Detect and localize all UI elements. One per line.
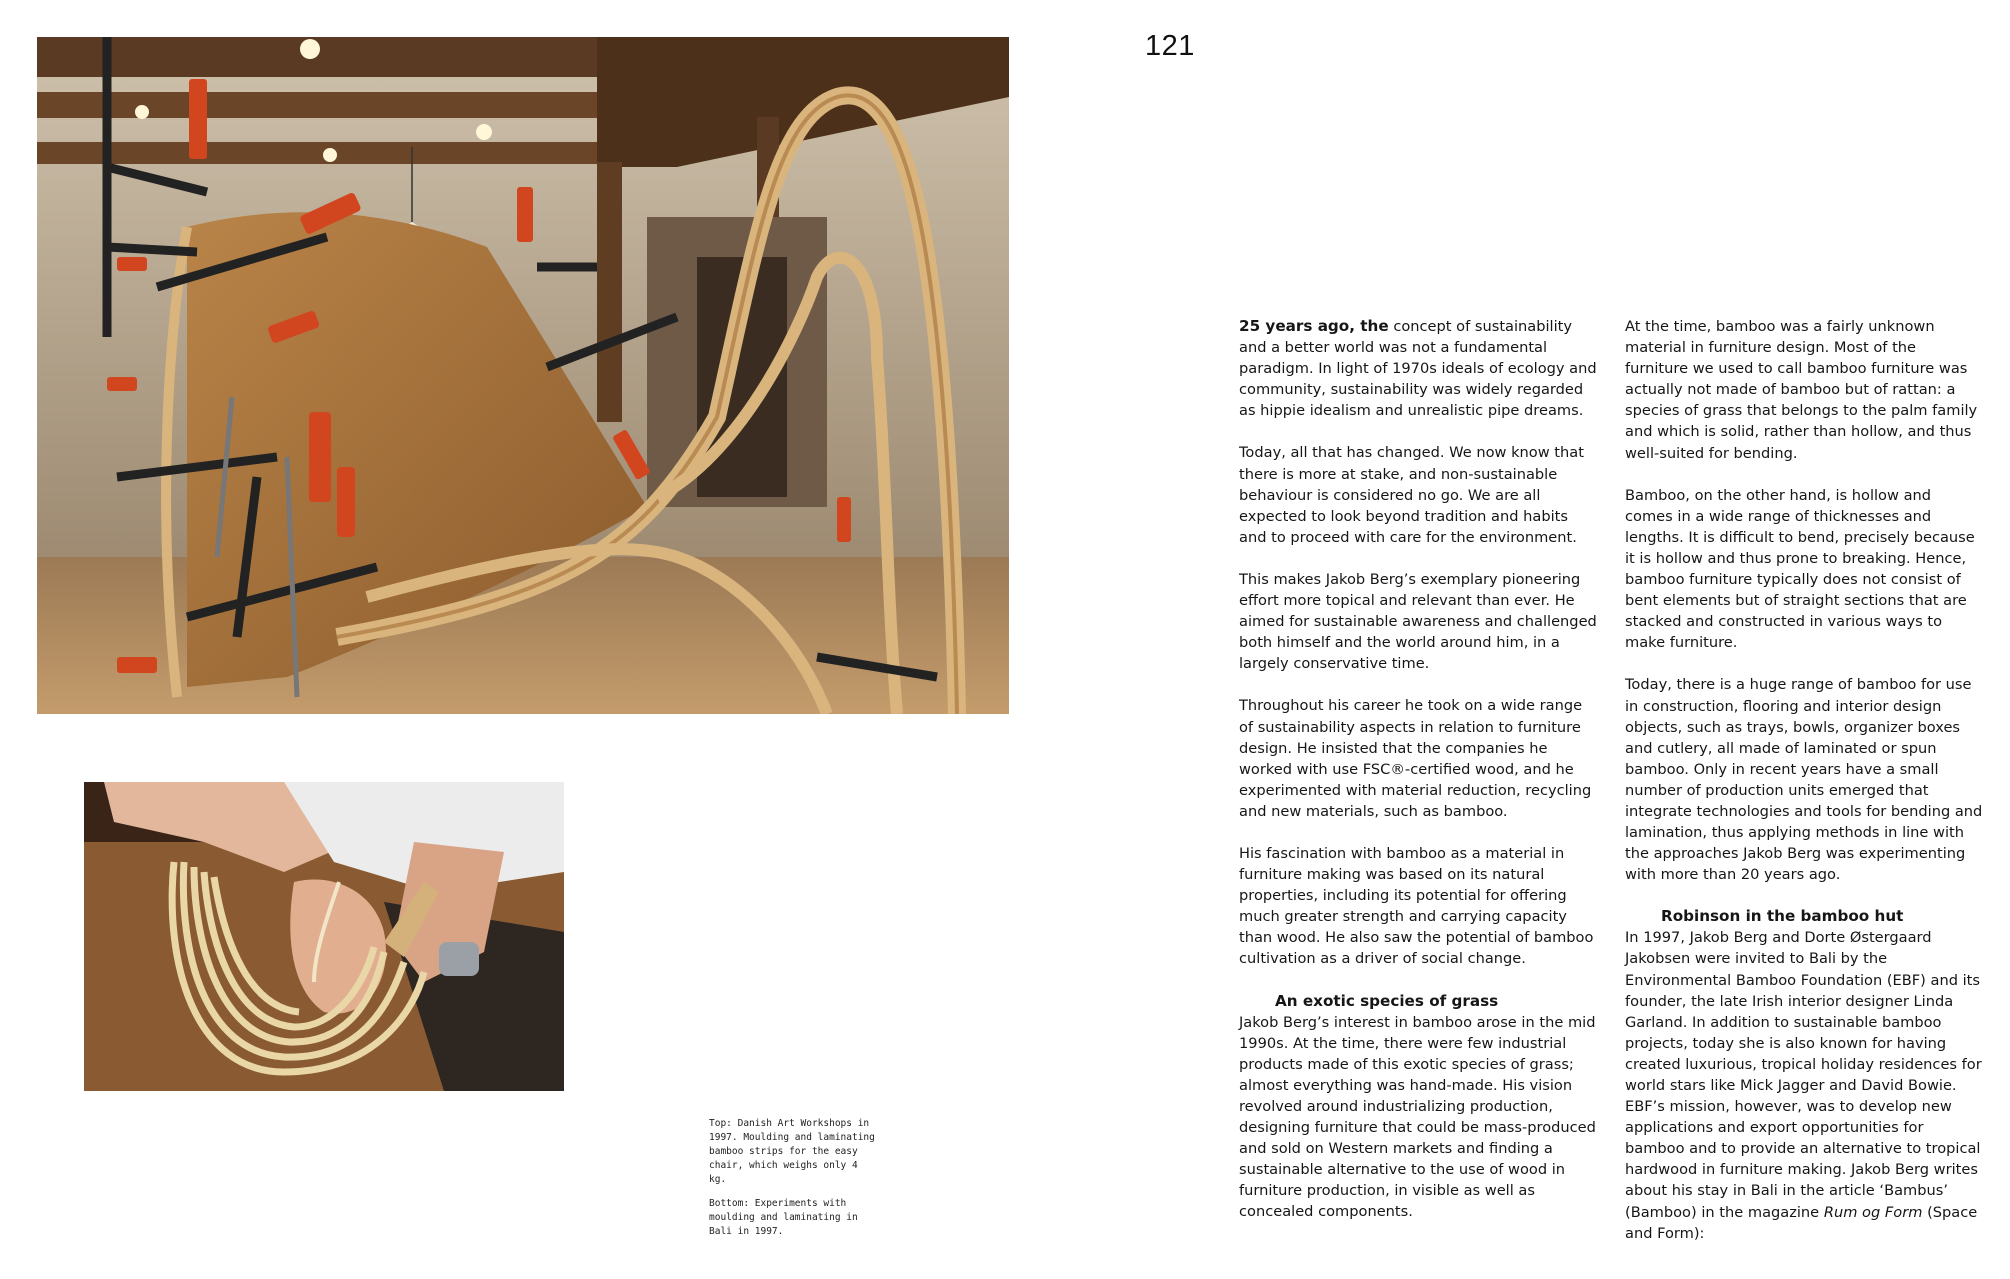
article-column-1 — [1239, 316, 1597, 1243]
paragraph — [1625, 927, 1983, 1243]
workshop-photo — [37, 37, 1009, 714]
paragraph: Throughout his career he took on a wide range of sustainability aspects in relation to furniture design. He insisted that the companies he worked with use FSC®-certified wood, and he experimented with material reduction, recycling and new materials, such as bamboo. — [1239, 697, 1592, 820]
bamboo-laminating-graphic — [84, 782, 564, 1091]
paragraph: Bamboo, on the other hand, is hollow and comes in a wide range of thicknesses and lengths. It is difficult to bend, precisely because it is hollow and thus prone to breaking. Hence, bamboo furniture typically does not consist of bent elements but of straight sections that are stacked and constructed in various ways to make furniture. — [1625, 486, 1975, 652]
paragraph: His fascination with bamboo as a material in furniture making was based on its natural properties, including its potential for offering much greater strength and carrying capacity than wood. He also saw the potential of bamboo cultivation as a driver of social change. — [1239, 844, 1594, 968]
caption-top: Top: Danish Art Workshops in 1997. Moulding and laminating bamboo strips for the easy chair, which weighs only 4 kg. — [709, 1118, 875, 1185]
paragraph: At the time, bamboo was a fairly unknown material in furniture design. Most of the furniture we used to call bamboo furniture was actually not made of bamboo but of rattan: a species of grass that belongs to the palm family and which is solid, rather than hollow, and thus well-suited for bending. — [1625, 318, 1978, 462]
lead-in: 25 years ago, the — [1239, 317, 1389, 335]
section-heading: An exotic species of grass — [1275, 991, 1499, 1010]
paragraph — [1239, 316, 1597, 421]
bamboo-laminating-photo — [84, 782, 564, 1091]
magazine-title: Rum og Form — [1823, 1203, 1923, 1221]
paragraph-text: concept of sustainability and a better world was not a fundamental paradigm. In light of 1970s ideals of ecology and community, sustainability was widely regarded as hippie idealism and unrealistic pipe dreams. — [1239, 318, 1597, 420]
paragraph: This makes Jakob Berg’s exemplary pioneering effort more topical and relevant than ever. He aimed for sustainable awareness and challenged both himself and the world around him, in a largely conservative time. — [1239, 570, 1597, 673]
page-number: 121 — [1145, 30, 1195, 62]
paragraph-text: In 1997, Jakob Berg and Dorte Østergaard Jakobsen were invited to Bali by the Environmental Bamboo Foundation (EBF) and its founder, the late Irish interior designer Linda Garland. In addition to sustainable bamboo projects, today she is also known for having created luxurious, tropical holiday residences for world stars like Mick Jagger and David Bowie. EBF’s mission, however, was to develop new applications and export opportunities for bamboo and to provide an alternative to tropical hardwood in furniture making. Jakob Berg writes about his stay in Bali in the article ‘Bambus’ (Bamboo) in the magazine — [1625, 929, 1982, 1221]
section-heading: Robinson in the bamboo hut — [1661, 907, 1904, 926]
photo-caption — [709, 1117, 879, 1249]
paragraph: Today, there is a huge range of bamboo for use in construction, flooring and interior design objects, such as trays, bowls, organizer boxes and cutlery, all made of laminated or spun bamboo. Only in recent years have a small number of production units emerged that integrate technologies and tools for bending and lamination, thus applying methods in line with the approaches Jakob Berg was experimenting with more than 20 years ago. — [1625, 676, 1983, 884]
workshop-photo-graphic — [37, 37, 1009, 714]
paragraph: Today, all that has changed. We now know that there is more at stake, and non-sustainable behaviour is considered no go. We are all expected to look beyond tradition and habits and to proceed with care for the environment. — [1239, 444, 1584, 546]
article-column-2 — [1625, 316, 1983, 1265]
caption-bottom: Bottom: Experiments with moulding and laminating in Bali in 1997. — [709, 1198, 858, 1237]
paragraph-text: (Space and Form): — [1625, 1203, 1978, 1242]
paragraph: Jakob Berg’s interest in bamboo arose in the mid 1990s. At the time, there were few industrial products made of this exotic species of grass; almost everything was hand-made. His vision revolved around industrializing production, designing furniture that could be mass-produced and sold on Western markets and finding a sustainable alternative to the use of wood in furniture production, in visible as well as concealed components. — [1239, 1013, 1596, 1221]
